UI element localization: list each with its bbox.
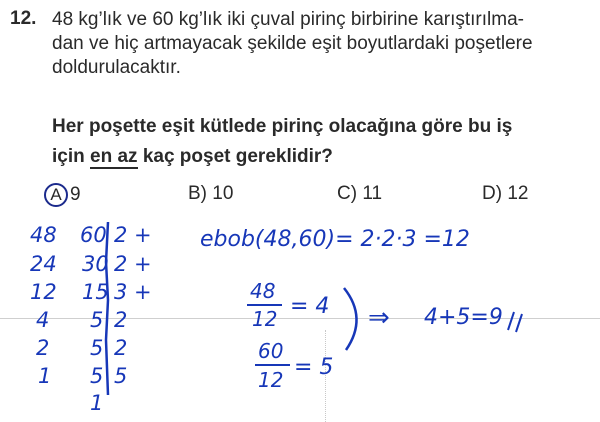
hw-mid-1: 30 bbox=[82, 252, 109, 276]
hw-left-2: 12 bbox=[30, 280, 57, 304]
stem-line-2: dan ve hiç artmayacak şekilde eşit boyutlardaki poşetlere bbox=[52, 33, 533, 54]
option-c[interactable]: C) 11 bbox=[337, 183, 383, 204]
prompt-line-2-start: için bbox=[52, 146, 91, 167]
hw-left-3: 4 bbox=[36, 308, 50, 332]
hw-right-1: 2 + bbox=[114, 252, 152, 276]
hw-left-1: 24 bbox=[30, 252, 57, 276]
hw-left-4: 2 bbox=[36, 336, 50, 360]
hw-right-5: 5 bbox=[114, 364, 128, 388]
option-a-text: 9 bbox=[70, 184, 81, 205]
option-b[interactable]: B) 10 bbox=[188, 183, 234, 204]
hw-mid-2: 15 bbox=[82, 280, 109, 304]
prompt-underlined: en az bbox=[90, 146, 138, 167]
hw-frac2-num: 60 bbox=[258, 339, 284, 363]
hw-mid-5: 5 bbox=[90, 364, 104, 388]
hw-mid-0: 60 bbox=[80, 223, 107, 247]
hw-frac1-den: 12 bbox=[252, 307, 278, 331]
bracket bbox=[344, 288, 357, 350]
hw-frac2-den: 12 bbox=[258, 368, 284, 392]
hw-right-4: 2 bbox=[114, 336, 128, 360]
hw-frac2-result: = 5 bbox=[294, 355, 334, 380]
hw-sum: 4+5=9 bbox=[424, 305, 503, 330]
hw-mid-6: 1 bbox=[90, 391, 104, 415]
option-a-circled-letter: A bbox=[44, 183, 68, 207]
hw-frac1-num: 48 bbox=[250, 279, 276, 303]
prompt-line-1: Her poşette eşit kütlede pirinç olacağına göre bu iş bbox=[52, 116, 513, 137]
hw-mid-4: 5 bbox=[90, 336, 104, 360]
factor-table-line bbox=[106, 222, 108, 395]
hw-right-0: 2 + bbox=[114, 223, 152, 247]
hw-mid-3: 5 bbox=[90, 308, 104, 332]
option-d[interactable]: D) 12 bbox=[482, 183, 529, 204]
hw-right-2: 3 + bbox=[114, 280, 152, 304]
prompt-line-2-end: kaç poşet gereklidir? bbox=[137, 146, 333, 167]
hw-arrow: ⇒ bbox=[368, 303, 390, 333]
hw-left-5: 1 bbox=[38, 364, 52, 388]
hw-right-3: 2 bbox=[114, 308, 128, 332]
hw-left-0: 48 bbox=[30, 223, 57, 247]
stem-line-1: 48 kg’lık ve 60 kg’lık iki çuval pirinç birbirine karıştırılma- bbox=[52, 9, 524, 30]
hw-ebob: ebob(48,60)= 2·2·3 =12 bbox=[200, 227, 470, 252]
double-tick bbox=[508, 312, 522, 332]
question-number: 12. bbox=[10, 8, 37, 29]
hw-frac1-result: = 4 bbox=[290, 294, 330, 319]
stem-line-3: doldurulacaktır. bbox=[52, 57, 181, 78]
